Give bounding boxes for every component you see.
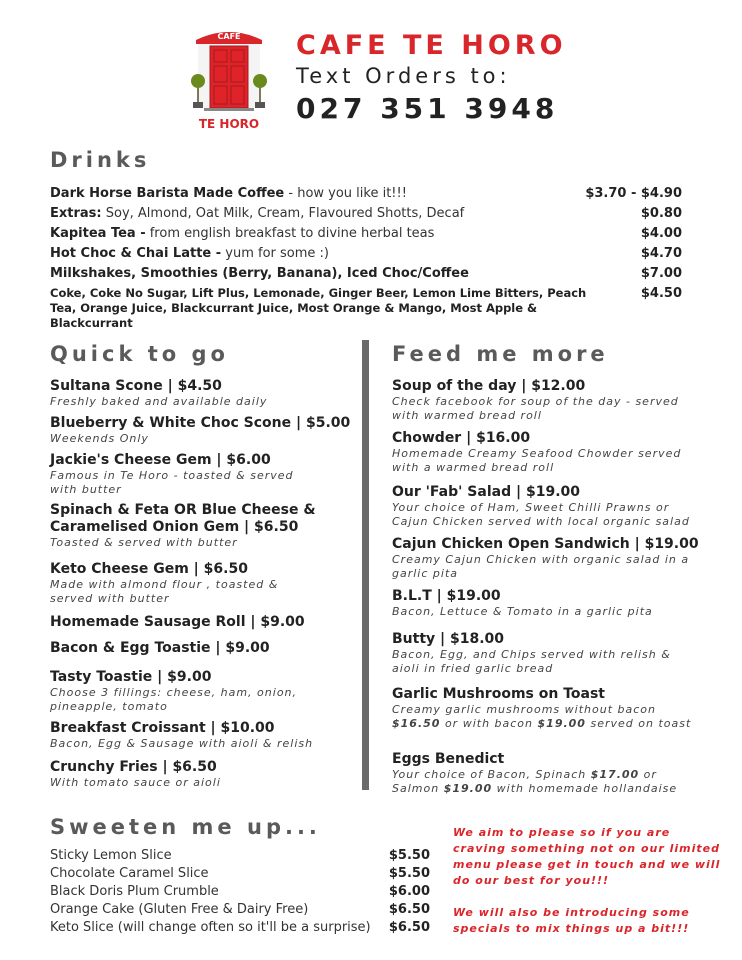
sweet-price: $5.50 [388, 866, 430, 881]
menu-item-desc: Toasted & served with butter [50, 536, 238, 549]
logo-name-text: TE HORO [198, 117, 260, 131]
menu-item [392, 751, 702, 796]
menu-item-title: Soup of the day | $12.00 [392, 378, 586, 394]
drink-name: Milkshakes, Smoothies (Berry, Banana), Iced Choc/Coffee [50, 266, 469, 281]
menu-item-desc: Creamy garlic mushrooms without bacon $16.50 or with bacon $19.00 served on toast [392, 703, 692, 730]
drink-item [50, 206, 682, 222]
drink-name: Hot Choc & Chai Latte - [50, 246, 222, 261]
sweet-item [50, 901, 430, 919]
sweet-item [50, 865, 430, 883]
menu-item [50, 561, 300, 606]
drink-name: Kapitea Tea - [50, 226, 146, 241]
menu-item-title: Jackie's Cheese Gem | $6.00 [50, 452, 271, 468]
menu-item-title: Bacon & Egg Toastie | $9.00 [50, 640, 270, 656]
sweet-item [50, 919, 430, 937]
menu-item [50, 720, 350, 751]
menu-item-title: Chowder | $16.00 [392, 430, 531, 446]
menu-item-title: Spinach & Feta OR Blue Cheese & Caramelised Onion Gem | $6.50 [50, 502, 316, 535]
drink-desc: yum for some :) [221, 246, 329, 261]
menu-item-title: Our 'Fab' Salad | $19.00 [392, 484, 580, 500]
sweet-price: $6.00 [388, 884, 430, 899]
menu-item [392, 588, 702, 619]
drink-item [50, 286, 682, 331]
sweet-name: Chocolate Caramel Slice [50, 866, 209, 881]
menu-item-desc: Weekends Only [50, 432, 149, 445]
menu-item [50, 415, 350, 446]
drink-item [50, 246, 682, 262]
door-logo-icon [188, 26, 270, 134]
menu-item-title: B.L.T | $19.00 [392, 588, 501, 604]
menu-item [50, 759, 350, 790]
drink-name: Dark Horse Barista Made Coffee [50, 186, 285, 201]
menu-item-title: Keto Cheese Gem | $6.50 [50, 561, 248, 577]
column-divider [362, 340, 369, 790]
menu-item [50, 502, 325, 550]
drink-price: $3.70 - $4.90 [585, 186, 682, 201]
drink-name: Coke, Coke No Sugar, Lift Plus, Lemonade, Ginger Beer, Lemon Lime Bitters, Peach Tea, Orange Juice, Blackcurrant Juice, Most Orange & Mango, Most Apple & Blackcurrant [50, 286, 587, 330]
text-orders-label: Text Orders to: [296, 64, 511, 88]
sweet-name: Keto Slice (will change often so it'll be a surprise) [50, 920, 371, 935]
drink-desc: - how you like it!!! [284, 186, 407, 201]
menu-item-price: $19.00 [443, 782, 493, 795]
sweet-name: Orange Cake (Gluten Free & Dairy Free) [50, 902, 309, 917]
menu-item-desc: Your choice of Bacon, Spinach $17.00 or Salmon $19.00 with homemade hollandaise [392, 768, 678, 795]
menu-item-title: Butty | $18.00 [392, 631, 505, 647]
menu-item [50, 452, 305, 497]
menu-item [392, 536, 702, 581]
drink-item [50, 226, 682, 242]
menu-item-desc: Creamy Cajun Chicken with organic salad in a garlic pita [392, 553, 690, 580]
menu-item [392, 484, 702, 529]
menu-item [50, 378, 350, 409]
cafe-title: CAFE TE HORO [296, 30, 567, 61]
menu-item-desc: Homemade Creamy Seafood Chowder served with a warmed bread roll [392, 447, 682, 474]
note-please: We aim to please so if you are craving something not on our limited menu please get in touch and we will do our best for you!!! [453, 826, 721, 887]
menu-item [50, 669, 320, 714]
drink-item [50, 266, 682, 282]
menu-item-title: Crunchy Fries | $6.50 [50, 759, 217, 775]
menu-item [50, 614, 350, 631]
menu-item [392, 631, 702, 676]
menu-item-desc: Bacon, Egg & Sausage with aioli & relish [50, 737, 314, 750]
cafe-logo [188, 26, 270, 134]
menu-item-title: Eggs Benedict [392, 751, 505, 767]
sweet-price: $6.50 [388, 920, 430, 935]
drink-desc: from english breakfast to divine herbal teas [145, 226, 435, 241]
sweet-name: Sticky Lemon Slice [50, 848, 172, 863]
logo-cafe-text: CAFÉ [217, 32, 241, 41]
menu-item-title: Tasty Toastie | $9.00 [50, 669, 212, 685]
menu-item-title: Blueberry & White Choc Scone | $5.00 [50, 415, 351, 431]
menu-item-desc: With tomato sauce or aioli [50, 776, 221, 789]
sweet-price: $5.50 [388, 848, 430, 863]
menu-item [392, 378, 702, 423]
drink-price: $7.00 [640, 266, 682, 281]
sweet-item [50, 883, 430, 901]
menu-item-price: $19.00 [537, 717, 586, 730]
menu-item-desc: Famous in Te Horo - toasted & served with butter [50, 469, 294, 496]
drink-desc: Soy, Almond, Oat Milk, Cream, Flavoured Shotts, Decaf [101, 206, 465, 221]
sweet-price: $6.50 [388, 902, 430, 917]
menu-item-title: Cajun Chicken Open Sandwich | $19.00 [392, 536, 699, 552]
drink-price: $0.80 [640, 206, 682, 221]
menu-item-title: Garlic Mushrooms on Toast [392, 686, 605, 702]
sweeten-me-up-heading: Sweeten me up... [50, 815, 321, 839]
phone-number[interactable]: 027 351 3948 [296, 92, 559, 125]
menu-item-desc: Bacon, Lettuce & Tomato in a garlic pita [392, 605, 653, 618]
drink-price: $4.00 [640, 226, 682, 241]
sweet-name: Black Doris Plum Crumble [50, 884, 219, 899]
menu-item-desc: Choose 3 fillings: cheese, ham, onion, pineapple, tomato [50, 686, 298, 713]
menu-item [50, 640, 350, 657]
sweet-item [50, 847, 430, 865]
drink-item [50, 186, 682, 202]
menu-item-desc: Freshly baked and available daily [50, 395, 268, 408]
feed-me-more-heading: Feed me more [392, 342, 609, 366]
menu-item-price: $16.50 [392, 717, 441, 730]
menu-item-desc: Check facebook for soup of the day - served with warmed bread roll [392, 395, 679, 422]
quick-to-go-heading: Quick to go [50, 342, 229, 366]
note-specials: We will also be introducing some specials to mix things up a bit!!! [453, 906, 690, 935]
menu-item [392, 430, 702, 475]
menu-item [392, 686, 702, 731]
menu-item-price: $17.00 [590, 768, 640, 781]
drink-price: $4.50 [640, 286, 682, 301]
drink-name: Extras: [50, 206, 102, 221]
menu-item-desc: Bacon, Egg, and Chips served with relish & aioli in fried garlic bread [392, 648, 671, 675]
menu-item-title: Homemade Sausage Roll | $9.00 [50, 614, 305, 630]
drinks-heading: Drinks [50, 148, 151, 172]
menu-item-desc: Your choice of Ham, Sweet Chilli Prawns or Cajun Chicken served with local organic salad [392, 501, 690, 528]
menu-item-title: Breakfast Croissant | $10.00 [50, 720, 275, 736]
menu-item-desc: Made with almond flour , toasted & served with butter [50, 578, 279, 605]
drink-price: $4.70 [640, 246, 682, 261]
menu-item-title: Sultana Scone | $4.50 [50, 378, 222, 394]
